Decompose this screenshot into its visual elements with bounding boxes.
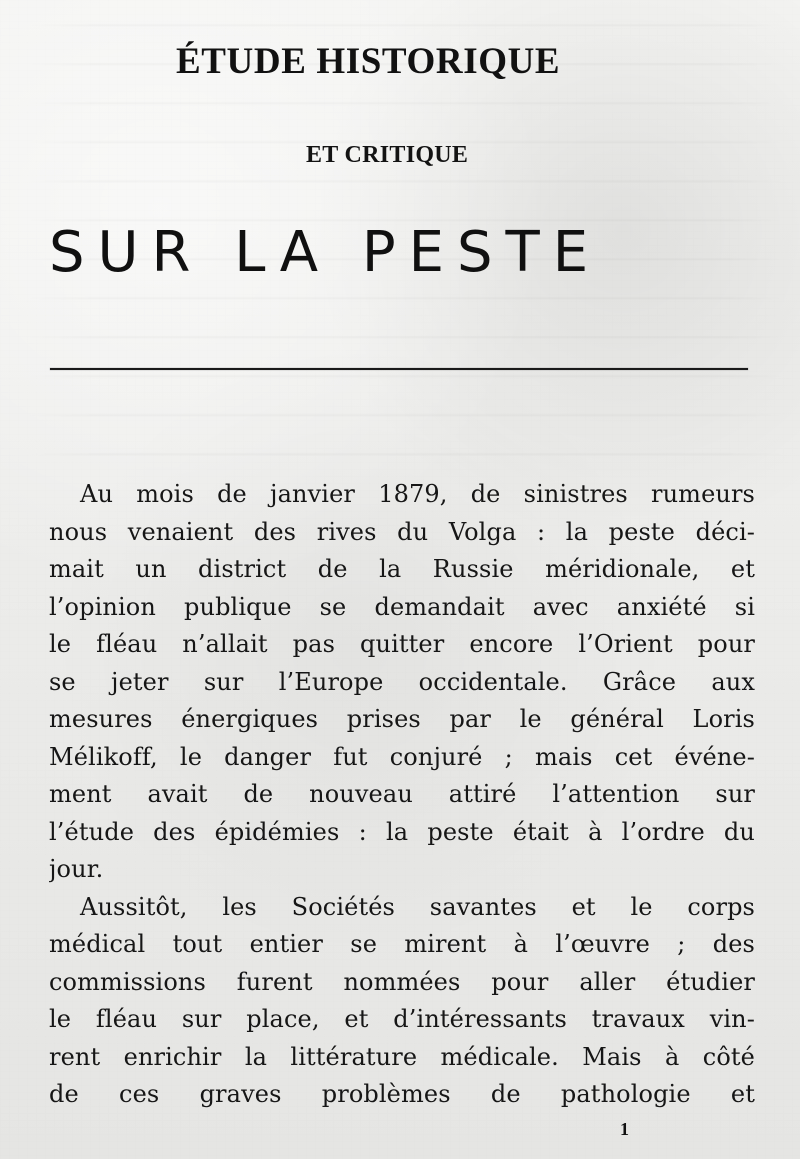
title-line-2: ET CRITIQUE xyxy=(306,142,469,168)
title-rule xyxy=(50,368,748,370)
paragraph-2-line-5: rent enrichir la littérature médicale. Mais à côté xyxy=(49,1042,755,1071)
paragraph-1-line-10: l’étude des épidémies : la peste était à l’ordre du xyxy=(49,817,755,846)
page-number: 1 xyxy=(620,1119,629,1139)
paragraph-1-line-9: ment avait de nouveau attiré l’attention sur xyxy=(49,780,755,808)
title-line-3: SUR LA PESTE xyxy=(49,220,602,285)
paragraph-1 xyxy=(49,476,755,889)
paragraph-2-line-1: Aussitôt, les Sociétés savantes et le corps xyxy=(80,892,755,921)
paragraph-1-line-4: l’opinion publique se demandait avec anxiété si xyxy=(49,592,755,621)
paragraph-2-line-6: de ces graves problèmes de pathologie et xyxy=(49,1080,755,1108)
paragraph-1-line-7: mesures énergiques prises par le général Loris xyxy=(49,705,755,733)
paragraph-1-line-3: mait un district de la Russie méridionale, et xyxy=(49,555,755,583)
paragraph-2 xyxy=(49,889,755,1114)
paragraph-1-line-1: Au mois de janvier 1879, de sinistres rumeurs xyxy=(80,480,755,508)
paragraph-2-line-3: commissions furent nommées pour aller étudier xyxy=(49,967,755,996)
paragraph-1-line-6: se jeter sur l’Europe occidentale. Grâce aux xyxy=(49,667,755,696)
paragraph-1-line-8: Mélikoff, le danger fut conjuré ; mais cet événe- xyxy=(49,742,755,771)
paragraph-2-line-2: médical tout entier se mirent à l’œuvre ; des xyxy=(49,930,755,958)
paragraph-2-line-4: le fléau sur place, et d’intéressants travaux vin- xyxy=(49,1005,755,1033)
title-line-1: ÉTUDE HISTORIQUE xyxy=(176,41,561,82)
paragraph-1-line-5: le fléau n’allait pas quitter encore l’Orient pour xyxy=(49,630,755,658)
paragraph-1-line-2: nous venaient des rives du Volga : la peste déci- xyxy=(49,517,755,546)
paragraph-1-line-11: jour. xyxy=(49,855,104,883)
body-text xyxy=(49,476,755,1114)
